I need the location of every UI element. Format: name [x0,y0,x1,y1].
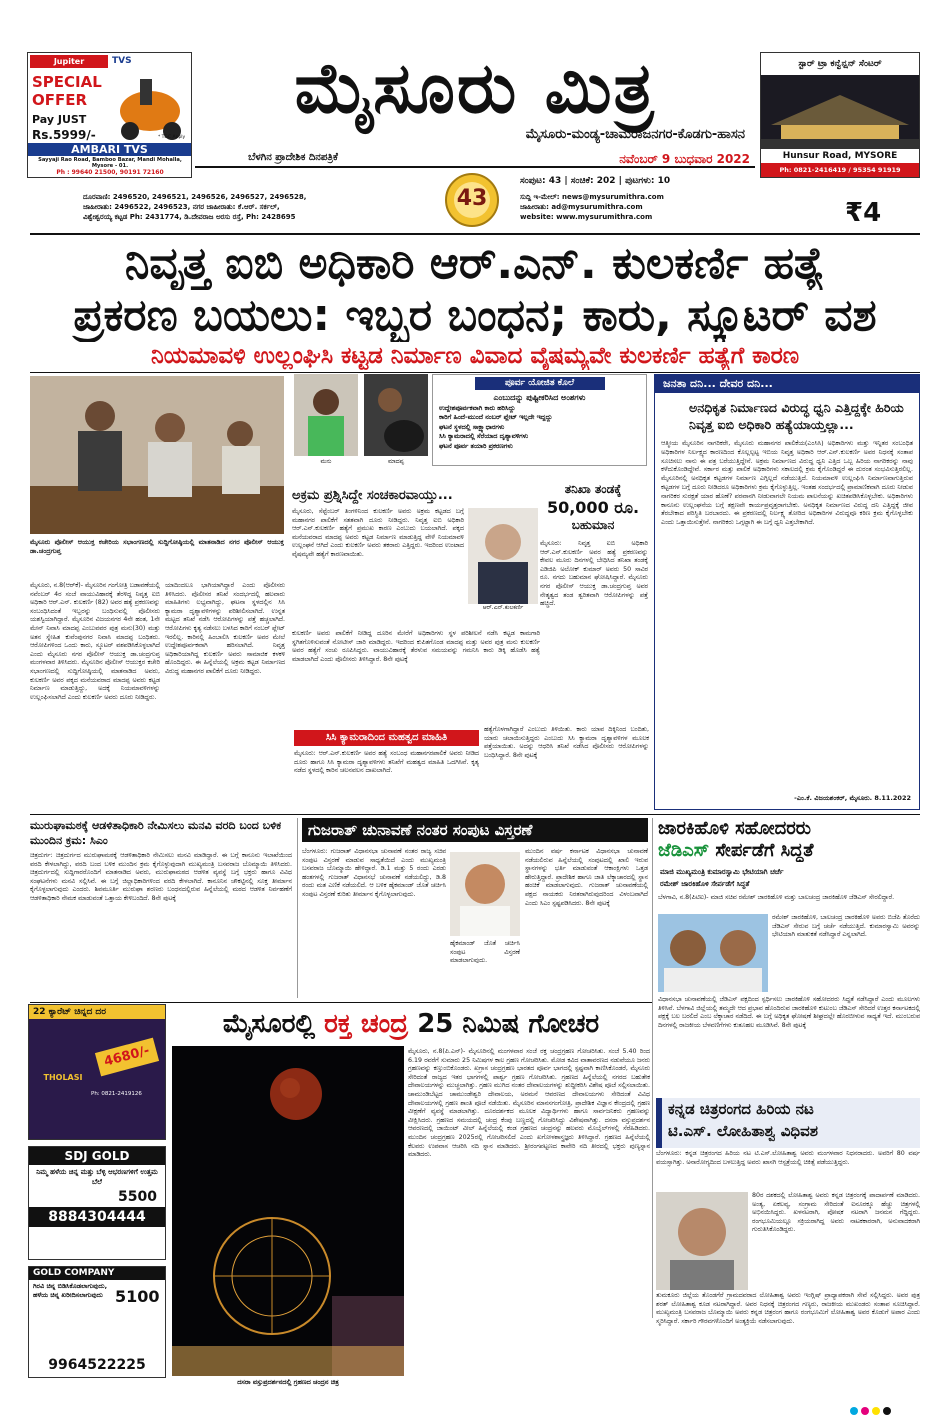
jupiter-logo: Jupiter [30,55,108,68]
sdj-phone: 8884304444 [29,1207,165,1227]
gold-company-ad[interactable] [28,1266,166,1378]
sdj-price: 5500 [118,1189,157,1205]
suspect-name-1: ಮನು [320,458,332,465]
premeditated-item: ಘಟನೆ ಪೂರ್ವ ತಯಾರಿ ಪ್ರಕರಣಗಳು [439,441,513,450]
eclipse-h3: ಚಂದ್ರ [360,1009,409,1039]
reward-heading-1: ತನಿಖಾ ತಂಡಕ್ಕೆ [564,482,622,496]
jarki-bullet-1: ಮಾಜಿ ಮುಖ್ಯಮಂತ್ರಿ ಕುಮಾರಸ್ವಾಮಿ ಭೇಟಿಯಾಗಿ ಚರ್ಚೆ [660,868,784,876]
suspect-name-2: ಮಾದಪ್ಪ [387,458,404,465]
murugha-body: ಚಿತ್ರದುರ್ಗ: ಚಿತ್ರದುರ್ಗದ ಮುರುಘಾಮಠಕ್ಕೆ ಆಡಳಿತಾಧಿಕಾರಿ ನೇಮಿಸಲು ಮನವಿ ಮಾಡಿದ್ದಾರೆ. ಈ ಬಗ್ಗೆ ಕಾನೂನು ಇಲಾಖೆಯಿಂದ ವರದಿ ಕೇಳಲಾಗಿದ್ದು, ವರದಿ ಬಂದ ಬಳಿಕ ಮುಂದಿನ ಕ್ರಮ ಕೈಗೊಳ್ಳುವುದಾಗಿ ಮುಖ್ಯಮಂತ್ರಿ ಬಸವರಾಜ ಬೊಮ್ಮಾಯಿ ತಿಳಿಸಿದರು. ಚಿತ್ರದುರ್ಗದಲ್ಲಿ ಸುದ್ದಿಗಾರರೊಂದಿಗೆ ಮಾತನಾಡಿದ ಅವರು, ಮುರುಘಾಮಠದ ಆಡಳಿತ ವ್ಯವಸ್ಥೆ ಬಗ್ಗೆ ಭಕ್ತರು ಹಾಗೂ ವಿವಿಧ ಸಂಘಟನೆಗಳು ಮನವಿ ಸಲ್ಲಿಸಿವೆ. ಈ ಬಗ್ಗೆ ಜಿಲ್ಲಾಧಿಕಾರಿಗಳಿಂದ ವರದಿ ಕೇಳಲಾಗಿದೆ. ಕಾನೂನಿನ ಚೌಕಟ್ಟಿನಲ್ಲಿ ಸೂಕ್ತ ತೀರ್ಮಾನ ಕೈಗೊಳ್ಳಲಾಗುವುದು ಎಂದರು. ಶಿವಮೂರ್ತಿ ಮುರುಘಾ ಶರಣರು ಬಂಧನದಲ್ಲಿರುವ ಹಿನ್ನೆಲೆಯಲ್ಲಿ ಮಠದ ಆಡಳಿತ ನಿರ್ವಹಣೆಗೆ ಆಡಳಿತಾಧಿಕಾರಿ ನೇಮಕ ಮಾಡುವಂತೆ ಒತ್ತಾಯ ಕೇಳಿಬಂದಿದೆ. 8ನೇ ಪುಟಕ್ಕೆ [30,852,292,902]
victim-photo [468,508,538,604]
pay-label: Pay JUST [32,113,87,126]
janata-headline: ಅನಧಿಕೃತ ನಿರ್ಮಾಣದ ವಿರುದ್ಧ ಧ್ವನಿ ಎತ್ತಿದ್ದಕ್ಕೇ ಹಿರಿಯ ನಿವೃತ್ತ ಐಬಿ ಅಧಿಕಾರಿ ಹತ್ಯೆಯಾಯ್ತಲ್ಲಾ... [655,393,919,437]
conspiracy-column-2: ಕುಲಕರ್ಣಿ ಅವರು ಪಾಲಿಕೆಗೆ ನೀಡಿದ್ದ ದೂರಿನ ಮೇರೆಗೆ ಅಧಿಕಾರಿಗಳು ಸ್ಥಳ ಪರಿಶೀಲನೆ ನಡೆಸಿ ಕಟ್ಟಡ ಕಾಮಗಾರಿ ಸ್ಥಗಿತಗೊಳಿಸುವಂತೆ ನೋಟೀಸ್ ಜಾರಿ ಮಾಡಿದ್ದರು. ಇದರಿಂದ ಕುಪಿತಗೊಂಡ ಮಾದಪ್ಪ ಮತ್ತು ಅವರ ಪುತ್ರ ಮನು ಕುಲಕರ್ಣಿ ಅವರ ಹತ್ಯೆಗೆ ಸಂಚು ರೂಪಿಸಿದ್ದರು. ವಾಯುವಿಹಾರಕ್ಕೆ ತೆರಳುವ ಸಮಯವನ್ನು ಗಮನಿಸಿ ಕಾರು ಡಿಕ್ಕಿ ಹೊಡೆಸಿ ಹತ್ಯೆ ಮಾಡಲಾಗಿದೆ ಎಂದು ಪೊಲೀಸರು ತಿಳಿಸಿದ್ದಾರೆ. 8ನೇ ಪುಟಕ್ಕೆ [292,630,540,663]
premeditated-box [432,374,647,466]
goldco-price: 5100 [115,1287,160,1306]
lohi-headline-2: ಟಿ.ಎಸ್. ಲೋಹಿತಾಶ್ವ ವಿಧಿವಶ [668,1122,818,1140]
suspect-photo-2 [364,374,428,456]
email-ad[interactable]: ಜಾಹೀರಾತು: ad@mysurumithra.com [520,203,643,211]
masthead-districts: ಮೈಸೂರು-ಮಂಡ್ಯ-ಚಾಮರಾಜನಗರ-ಕೊಡಗು-ಹಾಸನ [525,127,745,142]
gujarat-body-3: ಮುಂದಿನ ವರ್ಷ ಕರ್ನಾಟಕ ವಿಧಾನಸಭಾ ಚುನಾವಣೆ ನಡೆಯಲಿರುವ ಹಿನ್ನೆಲೆಯಲ್ಲಿ ಸಂಪುಟದಲ್ಲಿ ಖಾಲಿ ಇರುವ ಸ್ಥಾನಗಳನ್ನು ಭರ್ತಿ ಮಾಡುವಂತೆ ಆಕಾಂಕ್ಷಿಗಳು ಒತ್ತಡ ಹೇರುತ್ತಿದ್ದಾರೆ. ಪ್ರಾದೇಶಿಕ ಹಾಗೂ ಜಾತಿ ಲೆಕ್ಕಾಚಾರದಲ್ಲಿ ಸ್ಥಾನ ಹಂಚಿಕೆ ಮಾಡಲಾಗುವುದು. ಗುಜರಾತ್ ಚುನಾವಣೆಯಲ್ಲಿ ಪಕ್ಷದ ನಾಯಕರು ನಿರತರಾಗಿರುವುದರಿಂದ ವಿಳಂಬವಾಗಿದೆ ಎಂದು ಸಿಎಂ ಸ್ಪಷ್ಟಪಡಿಸಿದರು. 8ನೇ ಪುಟಕ್ಕೆ [525,848,648,907]
reward-column: ಮೈಸೂರು: ನಿವೃತ್ತ ಐಬಿ ಅಧಿಕಾರಿ ಆರ್.ಎನ್.ಕುಲಕರ್ಣಿ ಅವರ ಹತ್ಯೆ ಪ್ರಕರಣವನ್ನು ಕೇವಲ ಮೂರು ದಿನಗಳಲ್ಲಿ ಬೇಧಿಸಿದ ತನಿಖಾ ತಂಡಕ್ಕೆ ಎಡಿಜಿಪಿ ಅಲೋಕ್ ಕುಮಾರ್ ಅವರು 50 ಸಾವಿರ ರೂ. ನಗದು ಬಹುಮಾನ ಘೋಷಿಸಿದ್ದಾರೆ. ಮೈಸೂರು ನಗರ ಪೊಲೀಸ್ ಆಯುಕ್ತ ಡಾ.ಚಂದ್ರಗುಪ್ತ ಅವರ ನೇತೃತ್ವದ ತಂಡ ತ್ವರಿತವಾಗಿ ಆರೋಪಿಗಳನ್ನು ಪತ್ತೆ ಹಚ್ಚಿದೆ. [540,540,648,608]
anniversary-number: 43 [456,186,488,211]
price-label: Rs.5999/- [32,128,96,142]
jarki-headline-2 [658,840,920,862]
sdj-text: ನಿಮ್ಮ ಹಳೆಯ ಚಿನ್ನ ಮತ್ತು ಬೆಳ್ಳಿ ಆಭರಣಗಳಿಗೆ ಉತ್ತಮ ಬೆಲೆ [36,1168,158,1186]
phones-line2: ಜಾಹೀರಾತು: 2496522, 2496523, ನಗರ ಜಾಹೀರಾತು: ಕೆ.ಆರ್. ಸರ್ಕಲ್, [83,203,280,211]
startra-road: Hunsur Road, MYSORE [761,149,919,163]
sdj-gold-ad[interactable] [28,1146,166,1260]
conspiracy-column-1: ಮೈಸೂರು, ಸೆಪ್ಟೆಂಬರ್ ತಿಂಗಳಿನಿಂದ ಕುಲಕರ್ಣಿ ಅವರು ಅಕ್ರಮ ಕಟ್ಟಡದ ಬಗ್ಗೆ ಮಹಾನಗರ ಪಾಲಿಕೆಗೆ ಸತತವಾಗಿ ದೂರು ನೀಡಿದ್ದರು. ನಿವೃತ್ತ ಐಬಿ ಅಧಿಕಾರಿ ಆರ್.ಎನ್.ಕುಲಕರ್ಣಿ ಹತ್ಯೆಗೆ ಪ್ರಮುಖ ಕಾರಣ ಎಂಬುದು ಬಯಲಾಗಿದೆ. ಪಕ್ಕದ ಮನೆಯವರಾದ ಮಾದಪ್ಪ ಅವರು ಕಟ್ಟಡ ನಿರ್ಮಾಣ ಮಾಡುತ್ತಿದ್ದ ವೇಳೆ ನಿಯಮಾವಳಿ ಉಲ್ಲಂಘನೆ ಆಗಿದೆ ಎಂದು ಕುಲಕರ್ಣಿ ಅವರು ತಕರಾರು ಎತ್ತಿದ್ದರು. ಇದರಿಂದ ಉಂಟಾದ ವೈಷಮ್ಯವೇ ಹತ್ಯೆಗೆ ಕಾರಣವಾಯಿತು. [292,508,464,558]
masthead-title: ಮೈಸೂರು ಮಿತ್ರ [294,47,656,129]
dealer-name: AMBARI TVS [28,143,191,156]
suspect-photo-1 [294,374,358,456]
lead-column-2: ಯಾದಿಂದಲೂ ಭಾಗಿಯಾಗಿದ್ದಾರೆ ಎಂದು ಪೊಲೀಸರು ತಿಳಿಸಿದರು. ಪೊಲೀಸರ ತನಿಖೆ ಸಂದರ್ಭದಲ್ಲಿ ಹಲವಾರು ಮಾಹಿತಿಗಳು ಲಭ್ಯವಾಗಿದ್ದು, ಘಟನಾ ಸ್ಥಳದಲ್ಲಿನ ಸಿಸಿ ಕ್ಯಾಮರಾ ದೃಶ್ಯಾವಳಿಗಳನ್ನು ಪರಿಶೀಲಿಸಲಾಗಿದೆ. ಉನ್ನತ ಮಟ್ಟದ ತನಿಖೆ ನಡೆಸಿ ಆರೋಪಿಗಳನ್ನು ಪತ್ತೆ ಹಚ್ಚಲಾಗಿದೆ. ಆರೋಪಿಗಳು ಕೃತ್ಯ ನಡೆಸಲು ಬಳಸಿದ ಕಾರಿಗೆ ನಂಬರ್ ಪ್ಲೇಟ್ ಇರಲಿಲ್ಲ. ಕಾರಿನಲ್ಲಿ ಹಿಂಬಾಲಿಸಿ ಕುಲಕರ್ಣಿ ಅವರ ಮೇಲೆ ಉದ್ದೇಶಪೂರ್ವಕವಾಗಿ ಹರಿಸಲಾಗಿದೆ. ನಿವೃತ್ತ ಅಧಿಕಾರಿಯಾಗಿದ್ದ ಕುಲಕರ್ಣಿ ಅವರು ಸಾಮಾಜಿಕ ಕಳಕಳಿ ಹೊಂದಿದ್ದರು. ಈ ಹಿನ್ನೆಲೆಯಲ್ಲಿ ಅಕ್ರಮ ಕಟ್ಟಡ ನಿರ್ಮಾಣದ ವಿರುದ್ಧ ಮಹಾನಗರ ಪಾಲಿಕೆಗೆ ದೂರು ನೀಡಿದ್ದರು. [165,582,285,675]
jarki-body: ಬೆಳಗಾವಿ, ನ.8(ಪಿಟಿಐ)- ಮಾಜಿ ಸಚಿವ ರಮೇಶ್ ಜಾರಕಿಹೊಳಿ ಮತ್ತು ಬಾಲಚಂದ್ರ ಜಾರಕಿಹೊಳಿ ಜೆಡಿಎಸ್ ಸೇರಲಿದ್ದಾರೆ. [658,894,895,901]
jarki-photo [658,914,768,992]
lohi-headline-1: ಕನ್ನಡ ಚಿತ್ರರಂಗದ ಹಿರಿಯ ನಟ [668,1100,814,1118]
startra-phone: Ph: 0821-2416419 / 95354 91919 [761,163,919,177]
gold22-phone: Ph: 0821-2419126 [91,1091,142,1097]
price-tag: ₹4 [845,198,882,228]
premeditated-item: ಸಿಸಿ ಕ್ಯಾಮರಾದಲ್ಲಿ ಸೆರೆಯಾದ ದೃಶ್ಯಾವಳಿಗಳು [439,432,529,441]
contact-phones [83,192,428,222]
premeditated-item: ಕಾರಿಗೆ ಹಿಂದೆ-ಮುಂದೆ ನಂಬರ್ ಪ್ಲೇಟ್ ಇಲ್ಲದೇ ಇದ್ದದ್ದು [439,413,553,422]
janata-signature: -ಎಂ.ಕೆ. ವಿಜಯಶಂಕರ್, ಮೈಸೂರು. 8.11.2022 [794,794,911,802]
lead-headline-1: ನಿವೃತ್ತ ಐಬಿ ಅಧಿಕಾರಿ ಆರ್.ಎನ್. ಕುಲಕರ್ಣಿ ಹತ್ಯೆ [124,238,826,289]
dealer-address: Sayyaji Rao Road, Bamboo Bazar, Mandi Mohalla, Mysore - 01. [38,157,182,169]
gujarat-body-1: ಬೆಂಗಳೂರು: ಗುಜರಾತ್ ವಿಧಾನಸಭಾ ಚುನಾವಣೆ ನಂತರ ರಾಜ್ಯ ಸಚಿವ ಸಂಪುಟ ವಿಸ್ತರಣೆ ಮಾಡುವ ಸಾಧ್ಯತೆಯಿದೆ ಎಂದು ಮುಖ್ಯಮಂತ್ರಿ ಬಸವರಾಜ ಬೊಮ್ಮಾಯಿ ಹೇಳಿದ್ದಾರೆ. ಡಿ.1 ಮತ್ತು 5 ರಂದು ಎರಡು ಹಂತಗಳಲ್ಲಿ ಗುಜರಾತ್ ವಿಧಾನಸಭೆ ಚುನಾವಣೆ ನಡೆಯಲಿದ್ದು, ಡಿ.8 ರಂದು ಮತ ಎಣಿಕೆ ನಡೆಯಲಿದೆ. ಆ ಬಳಿಕ ಹೈಕಮಾಂಡ್ ಜೊತೆ ಚರ್ಚಿಸಿ ಸಂಪುಟ ವಿಸ್ತರಣೆ ಕುರಿತು ತೀರ್ಮಾನ ಕೈಗೊಳ್ಳಲಾಗುವುದು. [302,848,446,898]
tholasi-gold-ad[interactable] [28,1004,166,1140]
contact-emails [520,192,760,222]
scooter-image [114,69,186,141]
eclipse-headline [172,1004,650,1044]
press-meet-photo [30,376,284,534]
reward-amount: 50,000 ರೂ. [546,498,640,517]
tc-label: * T&C Apply [158,135,186,140]
jarki-body-2: ರಮೇಶ್ ಜಾರಕಿಹೊಳಿ, ಬಾಲಚಂದ್ರ ಜಾರಕಿಹೊಳಿ ಅವರು ಬಿಜೆಪಿ ತೊರೆದು ಜೆಡಿಎಸ್ ಸೇರುವ ಬಗ್ಗೆ ಚರ್ಚೆ ನಡೆಯುತ್ತಿದೆ. ಕುಮಾರಸ್ವಾಮಿ ಅವರನ್ನು ಭೇಟಿಯಾಗಿ ಮಾತುಕತೆ ನಡೆಸಿದ್ದಾರೆ ಎನ್ನಲಾಗಿದೆ. [772,914,920,939]
website[interactable]: website: www.mysurumithra.com [520,213,653,221]
tholasi-logo: THOLASI [43,1073,83,1082]
murugha-headline: ಮುರುಘಾಮಠಕ್ಕೆ ಆಡಳಿತಾಧಿಕಾರಿ ನೇಮಿಸಲು ಮನವಿ ವರದಿ ಬಂದ ಬಳಿಕ ಮುಂದಿನ ಕ್ರಮ: ಸಿಎಂ [30,819,282,847]
lead-subhead: ನಿಯಮಾವಳಿ ಉಲ್ಲಂಘಿಸಿ ಕಟ್ಟಡ ನಿರ್ಮಾಣ ವಿವಾದ ವೈಷಮ್ಯವೇ ಕುಲಕರ್ಣಿ ಹತ್ಯೆಗೆ ಕಾರಣ [150,343,800,369]
startra-title: ಸ್ಟಾರ್ ಟ್ರಾ ಕನ್ವೆನ್ಷನ್ ಸೆಂಟರ್ [761,53,919,75]
phones-line1: ದೂರವಾಣಿ: 2496520, 2496521, 2496526, 2496527, 2496528, [83,193,307,201]
goldco-text: ಗಿರವಿ ಚಿನ್ನ ಬಿಡಿಸಿಕೊಡಲಾಗುವುದು, ಹಳೆಯ ಚಿನ್ನ ಖರೀದಿಸಲಾಗುವುದು [33,1282,108,1299]
masthead-tagline: ಬೆಳಗಿನ ಪ್ರಾದೇಶಿಕ ದಿನಪತ್ರಿಕೆ [248,152,338,163]
lohi-body-side: 80ರ ದಶಕದಲ್ಲಿ ಲೋಹಿತಾಶ್ವ ಅವರು ಕನ್ನಡ ಚಿತ್ರರಂಗಕ್ಕೆ ಪಾದಾರ್ಪಣೆ ಮಾಡಿದರು. ಅಂತ್ಯ, ಏಕಲವ್ಯ, ಸಂಗ್ರಾಮ ಸೇರಿದಂತೆ ಐನೂರಕ್ಕೂ ಹೆಚ್ಚು ಚಿತ್ರಗಳಲ್ಲಿ ಅಭಿನಯಿಸಿದ್ದರು. ಖಳನಟರಾಗಿ, ಪೋಷಕ ನಟರಾಗಿ ಜನಮನ ಗೆದ್ದಿದ್ದರು. ರಂಗಭೂಮಿಯಲ್ಲೂ ಸಕ್ರಿಯರಾಗಿದ್ದ ಅವರು ನಾಟಕಕಾರರಾಗಿ, ಅನುವಾದಕರಾಗಿ ಗುರುತಿಸಿಕೊಂಡಿದ್ದರು. [752,1192,920,1234]
eclipse-h4: 25 ನಿಮಿಷ ಗೋಚರ [417,1009,600,1039]
offer-line1: SPECIAL [32,73,102,91]
phones-line3: ವಿಶ್ವೇಶ್ವರಯ್ಯ ಕಟ್ಟಡ Ph: 2431774, ಡಿ.ದೇವರಾಜ ಅರಸು ರಸ್ತೆ, Ph: 2428695 [83,213,296,221]
premeditated-item: ಉದ್ದೇಶಪೂರ್ವಕವಾಗಿ ಕಾರು ಹರಿಸಿದ್ದು [439,404,516,412]
gold22-price: 4680/- [95,1038,159,1077]
blood-moon-photo [172,1046,404,1376]
gujarat-headline: ಗುಜರಾತ್ ಚುನಾವಣೆ ನಂತರ ಸಂಪುಟ ವಿಸ್ತರಣೆ [302,818,648,842]
premeditated-item: ಘಟನೆ ಸ್ಥಳದಲ್ಲಿ ಸಾಕ್ಷ್ಯಾಧಾರಗಳು [439,422,505,431]
cctv-column-2: ಹತ್ಯೆಗೊಳಗಾಗಿದ್ದಾರೆ ಎಂಬುದು ತಿಳಿಯಿತು. ಕಾರು ಯಾವ ದಿಕ್ಕಿನಿಂದ ಬಂದಿತು, ಯಾರು ಚಲಾಯಿಸುತ್ತಿದ್ದರು ಎಂಬುದು ಸಿಸಿ ಕ್ಯಾಮರಾ ದೃಶ್ಯಾವಳಿಗಳ ಮೂಲಕ ಪತ್ತೆಯಾಯಿತು. ಅದನ್ನು ಆಧರಿಸಿ ತನಿಖೆ ನಡೆಸಿದ ಪೊಲೀಸರು ಆರೋಪಿಗಳನ್ನು ಬಂಧಿಸಿದ್ದಾರೆ. 8ನೇ ಪುಟಕ್ಕೆ [484,726,649,759]
cctv-headline: ಸಿಸಿ ಕ್ಯಾಮರಾದಿಂದ ಮಹತ್ವದ ಮಾಹಿತಿ [294,730,479,746]
conspiracy-headline: ಅಕ್ರಮ ಪ್ರಶ್ನಿಸಿದ್ದೇ ಸಂಚಕಾರವಾಯ್ತು... [292,488,453,503]
premeditated-subtitle: ಎಂಬುದನ್ನು ಪುಷ್ಟೀಕರಿಸಿದ ಅಂಶಗಳು [493,393,586,402]
lead-column-1: ಮೈಸೂರು, ನ.8(ಆರ್‌ಕೆ)- ಮೈಸೂರಿನ ಗಂಗೋತ್ರಿ ಬಡಾವಣೆಯಲ್ಲಿ ನವೆಂಬರ್ 4ರ ಸಂಜೆ ವಾಯುವಿಹಾರಕ್ಕೆ ತೆರಳಿದ್ದ ನಿವೃತ್ತ ಐಬಿ ಅಧಿಕಾರಿ ಆರ್.ಎನ್. ಕುಲಕರ್ಣಿ (82) ಅವರ ಹತ್ಯೆ ಪ್ರಕರಣವನ್ನು ಸಂಬಂಧಿಸಿದಂತೆ ಇಬ್ಬರನ್ನು ಬಂಧಿಸುವಲ್ಲಿ ಪೊಲೀಸರು ಯಶಸ್ವಿಯಾಗಿದ್ದಾರೆ. ಮೈಸೂರಿನ ವಿಜಯನಗರ 4ನೇ ಹಂತ, 1ನೇ ಮೇನ್ ನಿವಾಸಿ ಮಾದಪ್ಪ ಎಂಬುವವರ ಪುತ್ರ ಮನು(30) ಮತ್ತು ಅತನ ಸ್ನೇಹಿತ ಕುವೆಂಪುನಗರ ನಿವಾಸಿ ಮಾದಪ್ಪ ಬಂಧಿತರು. ಆರೋಪಿಗಳಿಂದ ಒಂದು ಕಾರು, ಸ್ಕೂಟರ್ ವಶಪಡಿಸಿಕೊಳ್ಳಲಾಗಿದೆ ಎಂದು ಮೈಸೂರು ನಗರ ಪೊಲೀಸ್ ಆಯುಕ್ತ ಡಾ.ಚಂದ್ರಗುಪ್ತ ಮಂಗಳವಾರ ತಿಳಿಸಿದರು. ಮೈಸೂರಿನ ಪೊಲೀಸ್ ಆಯುಕ್ತರ ಕಚೇರಿ ಸಭಾಂಗಣದಲ್ಲಿ ಸುದ್ದಿಗೋಷ್ಠಿಯಲ್ಲಿ ಮಾತನಾಡಿದ ಅವರು, ಕುಲಕರ್ಣಿ ಅವರ ಪಕ್ಕದ ಮನೆಯವರಾದ ಮಾದಪ್ಪ ಅವರು ಕಟ್ಟಡ ನಿರ್ಮಾಣ ಮಾಡುತ್ತಿದ್ದು, ಅದಕ್ಕೆ ನಿಯಮಾವಳಿಗಳನ್ನು ಉಲ್ಲಂಘಿಸಲಾಗಿದೆ ಎಂದು ಕುಲಕರ್ಣಿ ಅವರು ದೂರು ನೀಡಿದ್ದರು. [30,582,160,701]
offer-line2: OFFER [32,91,88,109]
jarki-headline-1: ಜಾರಕಿಹೊಳಿ ಸಹೋದರರು [658,818,811,839]
victim-caption: ಆರ್.ಎನ್.ಕುಲಕರ್ಣಿ [482,604,524,611]
premeditated-list [433,403,646,452]
cm-photo [450,852,520,936]
janata-label: ಜನತಾ ದನಿ... ದೇವರ ದನಿ... [655,375,919,393]
gold22-title: 22 ಕ್ಯಾರೆಟ್ ಚಿನ್ನದ ದರ [29,1005,165,1019]
sdj-title: SDJ GOLD [29,1147,165,1165]
tvs-ad[interactable] [27,52,192,178]
premeditated-title: ಪೂರ್ವ ಯೋಜಿತ ಕೊಲೆ [475,377,605,390]
cctv-column: ಮೈಸೂರು: ಆರ್.ಎನ್.ಕುಲಕರ್ಣಿ ಅವರ ಹತ್ಯೆ ಸಂಬಂಧ ಮಹಾನಗರಪಾಲಿಕೆ ಅವರು ನೀಡಿದ ದೂರು ಹಾಗೂ ಸಿಸಿ ಕ್ಯಾಮರಾ ದೃಶ್ಯಾವಳಿಗಳು ತನಿಖೆಗೆ ಮಹತ್ವದ ಮಾಹಿತಿ ಒದಗಿಸಿವೆ. ಕೃತ್ಯ ನಡೆದ ಸ್ಥಳದಲ್ಲಿ ಕಾರಿನ ಚಲನವಲನ ದಾಖಲಾಗಿದೆ. [294,750,479,775]
goldco-title: GOLD COMPANY [29,1267,165,1280]
lohithaswa-photo [656,1192,748,1290]
convention-building-image [761,75,919,149]
janata-body: ಆತ್ಮೀಯ ಮೈಸೂರಿನ ನಾಗರಿಕರೇ, ಮೈಸೂರು ಮಹಾನಗರ ಪಾಲಿಕೆಯ(ಎಂಸಿಸಿ) ಅಧಿಕಾರಿಗಳು ಮತ್ತು ಇನ್ನಿತರ ಸಂಬಂಧಿತ ಅಧಿಕಾರಿಗಳ ನಿರ್ಲಕ್ಷ್ಯದ ಕಾರಣದಿಂದ ಕೊಲ್ಲಲ್ಪಟ್ಟ ಇಬಿಯ ನಿವೃತ್ತ ಅಧಿಕಾರಿ ಆರ್.ಎನ್.ಕುಲಕರ್ಣಿ ಅವರ ನಿಧನಕ್ಕೆ ಸಂತಾಪ ಸೂಚಿಸಲು ನಾನು ಈ ಪತ್ರ ಬರೆಯುತ್ತಿದ್ದೇನೆ. ಅಕ್ರಮ ನಿರ್ಮಾಣದ ವಿರುದ್ಧ ಧ್ವನಿ ಎತ್ತಿದ ಒಬ್ಬ ಹಿರಿಯ ನಾಗರಿಕರನ್ನು ನಾವು ಕಳೆದುಕೊಂಡಿದ್ದೇವೆ. ಸರ್ಕಾರ ಮತ್ತು ಪಾಲಿಕೆ ಅಧಿಕಾರಿಗಳು ಸಕಾಲದಲ್ಲಿ ಕ್ರಮ ಕೈಗೊಂಡಿದ್ದರೆ ಈ ದುರಂತ ಸಂಭವಿಸುತ್ತಿರಲಿಲ್ಲ. ಮೈಸೂರಿನಲ್ಲಿ ಅನಧಿಕೃತ ಕಟ್ಟಡಗಳ ನಿರ್ಮಾಣ ಎಗ್ಗಿಲ್ಲದೆ ನಡೆಯುತ್ತಿದೆ. ನಿಯಮಾವಳಿ ಉಲ್ಲಂಘಿಸಿ ನಿರ್ಮಾಣವಾಗುತ್ತಿರುವ ಕಟ್ಟಡಗಳ ಬಗ್ಗೆ ದೂರು ನೀಡಿದರೂ ಅಧಿಕಾರಿಗಳು ಕ್ರಮ ಕೈಗೊಳ್ಳುತ್ತಿಲ್ಲ. ಇಂತಹ ಸಂದರ್ಭದಲ್ಲಿ ಪ್ರಾಮಾಣಿಕವಾಗಿ ದೂರು ನೀಡುವ ನಾಗರಿಕರ ಸುರಕ್ಷತೆ ಯಾರ ಹೊಣೆ? ಪರವಾನಗಿ ನೀಡುವಾಗಲೇ ನಿಯಮ ಪಾಲನೆಯನ್ನು ಖಚಿತಪಡಿಸಿಕೊಳ್ಳಬೇಕು. ಅಧಿಕಾರಿಗಳು ಕಾನೂನು ಉಲ್ಲಂಘನೆಯ ಬಗ್ಗೆ ತಕ್ಷಣವೇ ಕಾರ್ಯಪ್ರವೃತ್ತರಾಗಬೇಕು. ಅನಧಿಕೃತ ನಿರ್ಮಾಣದ ವಿರುದ್ಧ ದನಿ ಎತ್ತಿದ್ದಕ್ಕೆ ಜೀವ ತೆರಬೇಕಾದ ಪರಿಸ್ಥಿತಿ ಬರಬಾರದು. ಈ ಪ್ರಕರಣದಲ್ಲಿ ನಿರ್ಲಕ್ಷ್ಯ ತೋರಿದ ಅಧಿಕಾರಿಗಳ ವಿರುದ್ಧವೂ ಕಠಿಣ ಕ್ರಮ ಕೈಗೊಳ್ಳಬೇಕು ಎಂದು ಒತ್ತಾಯಿಸುತ್ತೇನೆ. ನಾಗರಿಕರು ಒಗ್ಗಟ್ಟಾಗಿ ಈ ಬಗ್ಗೆ ಧ್ವನಿ ಎತ್ತಬೇಕಾಗಿದೆ. [661,439,913,527]
eclipse-h1: ಮೈಸೂರಲ್ಲಿ [222,1009,316,1039]
lohi-body-top: ಬೆಂಗಳೂರು: ಕನ್ನಡ ಚಿತ್ರರಂಗದ ಹಿರಿಯ ನಟ ಟಿ.ಎಸ್.ಲೋಹಿತಾಶ್ವ ಅವರು ಮಂಗಳವಾರ ನಿಧನರಾದರು. ಅವರಿಗೆ 80 ವರ್ಷ ವಯಸ್ಸಾಗಿತ್ತು. ಅನಾರೋಗ್ಯದಿಂದ ಬಳಲುತ್ತಿದ್ದ ಅವರು ಖಾಸಗಿ ಆಸ್ಪತ್ರೆಯಲ್ಲಿ ಚಿಕಿತ್ಸೆ ಪಡೆಯುತ್ತಿದ್ದರು. [656,1150,920,1166]
reward-heading-2: ಬಹುಮಾನ [571,518,615,532]
lead-headline-2: ಪ್ರಕರಣ ಬಯಲು: ಇಬ್ಬರ ಬಂಧನ; ಕಾರು, ಸ್ಕೂಟರ್ ವಶ [73,290,877,341]
color-registration-marks [850,1400,920,1410]
goldco-phone: 9964522225 [48,1357,146,1373]
jarki-body-3: ವಿಧಾನಸಭಾ ಚುನಾವಣೆಯಲ್ಲಿ ಜೆಡಿಎಸ್ ಪಕ್ಷದಿಂದ ಸ್ಪರ್ಧಿಸಲು ಜಾರಕಿಹೊಳಿ ಸಹೋದರರು ಸಿದ್ಧತೆ ನಡೆಸಿದ್ದಾರೆ ಎಂದು ಮೂಲಗಳು ತಿಳಿಸಿವೆ. ಬೆಳಗಾವಿ ಜಿಲ್ಲೆಯಲ್ಲಿ ತಮ್ಮದೇ ಆದ ಪ್ರಭಾವ ಹೊಂದಿರುವ ಜಾರಕಿಹೊಳಿ ಕುಟುಂಬ ಜೆಡಿಎಸ್ ಸೇರಿದರೆ ಉತ್ತರ ಕರ್ನಾಟಕದಲ್ಲಿ ಪಕ್ಷಕ್ಕೆ ಬಲ ಬರಲಿದೆ ಎಂಬ ಲೆಕ್ಕಾಚಾರ ನಡೆದಿದೆ. ಈ ಬಗ್ಗೆ ಅಧಿಕೃತ ಘೋಷಣೆ ಶೀಘ್ರದಲ್ಲೇ ಹೊರಬೀಳುವ ಸಾಧ್ಯತೆ ಇದೆ. ಮುಂಬರುವ ದಿನಗಳಲ್ಲಿ ರಾಜಕೀಯ ಬೆಳವಣಿಗೆಗಳು ಕುತೂಹಲ ಮೂಡಿಸಿವೆ. 8ನೇ ಪುಟಕ್ಕೆ [658,996,920,1029]
email-news[interactable]: ಸುದ್ದಿ ಇ-ಮೇಲ್: news@mysurumithra.com [520,193,664,201]
lohi-body-bottom: ತುಮಕೂರು ಜಿಲ್ಲೆಯ ತೊಂಡಗೆರೆ ಗ್ರಾಮದವರಾದ ಲೋಹಿತಾಶ್ವ ಅವರು ಇಂಗ್ಲಿಷ್ ಪ್ರಾಧ್ಯಾಪಕರಾಗಿ ಸೇವೆ ಸಲ್ಲಿಸಿದ್ದರು. ಅವರ ಪುತ್ರ ಶರತ್ ಲೋಹಿತಾಶ್ವ ಕೂಡ ನಟರಾಗಿದ್ದಾರೆ. ಅವರ ನಿಧನಕ್ಕೆ ಚಿತ್ರರಂಗದ ಗಣ್ಯರು, ರಾಜಕೀಯ ಮುಖಂಡರು ಸಂತಾಪ ಸೂಚಿಸಿದ್ದಾರೆ. ಮುಖ್ಯಮಂತ್ರಿ ಬಸವರಾಜ ಬೊಮ್ಮಾಯಿ ಅವರು ಕನ್ನಡ ಚಿತ್ರರಂಗ ಹಾಗೂ ರಂಗಭೂಮಿಗೆ ಲೋಹಿತಾಶ್ವ ಅವರ ಕೊಡುಗೆ ಅಪಾರ ಎಂದು ಸ್ಮರಿಸಿದ್ದಾರೆ. ಸರ್ಕಾರಿ ಗೌರವಗಳೊಂದಿಗೆ ಅಂತ್ಯಕ್ರಿಯೆ ನಡೆಸಲಾಗುವುದು. [656,1292,920,1325]
anniversary-emblem [434,164,510,230]
eclipse-h2: ರಕ್ತ [324,1009,352,1039]
jarki-headline-rest: ಸೇರ್ಪಡೆಗೆ ಸಿದ್ಧತೆ [709,840,814,861]
dealer-phone: Ph : 99640 21500, 90191 72160 [56,169,164,176]
gujarat-body-2: ಹೈಕಮಾಂಡ್ ಜೊತೆ ಚರ್ಚಿಸಿ ಸಂಪುಟ ವಿಸ್ತರಣೆ ಮಾಡಲಾಗುವುದು. [450,940,520,965]
janata-box [654,374,920,810]
eclipse-body: ಮೈಸೂರು, ನ.8(ಪಿ.ಎನ್)- ಮೈಸೂರಿನಲ್ಲಿ ಮಂಗಳವಾರ ಸಂಜೆ ರಕ್ತ ಚಂದ್ರಗ್ರಹಣ ಗೋಚರಿಸಿತು. ಸಂಜೆ 5.40 ರಿಂದ 6.19 ರವರೆಗೆ ಸುಮಾರು 25 ನಿಮಿಷಗಳ ಕಾಲ ಗ್ರಹಣ ಗೋಚರಿಸಿತು. ಮೋಡ ಕವಿದ ವಾತಾವರಣದ ನಡುವೆಯೂ ಜನರು ಗ್ರಹಣವನ್ನು ಕಣ್ತುಂಬಿಕೊಂಡರು. ಖಗ್ರಾಸ ಚಂದ್ರಗ್ರಹಣ ಭಾರತದ ಪೂರ್ವ ಭಾಗದಲ್ಲಿ ಸ್ಪಷ್ಟವಾಗಿ ಕಾಣಿಸಿಕೊಂಡರೆ, ಮೈಸೂರು ಸೇರಿದಂತೆ ರಾಜ್ಯದ ಇತರ ಭಾಗಗಳಲ್ಲಿ ಪಾರ್ಶ್ವ ಗ್ರಹಣ ಗೋಚರಿಸಿತು. ಗ್ರಹಣದ ಹಿನ್ನೆಲೆಯಲ್ಲಿ ನಗರದ ಬಹುತೇಕ ದೇವಾಲಯಗಳನ್ನು ಮುಚ್ಚಲಾಗಿತ್ತು. ಗ್ರಹಣ ಮುಗಿದ ನಂತರ ದೇವಾಲಯಗಳನ್ನು ಶುದ್ಧೀಕರಿಸಿ ವಿಶೇಷ ಪೂಜೆ ಸಲ್ಲಿಸಲಾಯಿತು. ಚಾಮುಂಡಿಬೆಟ್ಟದ ಚಾಮುಂಡೇಶ್ವರಿ ದೇವಾಲಯ, ಅರಮನೆ ಆವರಣದ ದೇವಾಲಯಗಳು ಸೇರಿದಂತೆ ವಿವಿಧ ದೇವಾಲಯಗಳಲ್ಲಿ ಗ್ರಹಣ ಶಾಂತಿ ಪೂಜೆ ನಡೆಯಿತು. ಮೈಸೂರಿನ ಮಾನಸಗಂಗೋತ್ರಿ, ಪ್ರಾದೇಶಿಕ ವಿಜ್ಞಾನ ಕೇಂದ್ರದಲ್ಲಿ ಗ್ರಹಣ ವೀಕ್ಷಣೆಗೆ ವ್ಯವಸ್ಥೆ ಮಾಡಲಾಗಿತ್ತು. ದೂರದರ್ಶಕದ ಮೂಲಕ ವಿದ್ಯಾರ್ಥಿಗಳು ಹಾಗೂ ಸಾರ್ವಜನಿಕರು ಗ್ರಹಣವನ್ನು ವೀಕ್ಷಿಸಿದರು. ಗ್ರಹಣದ ಸಮಯದಲ್ಲಿ ಚಂದ್ರ ಕೆಂಪು ಬಣ್ಣದಲ್ಲಿ ಗೋಚರಿಸಿದ್ದು ವಿಶೇಷವಾಗಿತ್ತು. ದಸರಾ ವಸ್ತುಪ್ರದರ್ಶನ ಆವರಣದಲ್ಲಿ ಜಾಯಿಂಟ್ ವೀಲ್ ಹಿನ್ನೆಲೆಯಲ್ಲಿ ಕಂಡ ಗ್ರಹಣದ ಚಂದ್ರನನ್ನು ಹಲವರು ಮೊಬೈಲ್‌ಗಳಲ್ಲಿ ಸೆರೆಹಿಡಿದರು. ಮುಂದಿನ ಚಂದ್ರಗ್ರಹಣ 2025ರಲ್ಲಿ ಗೋಚರಿಸಲಿದೆ ಎಂದು ಖಗೋಳಶಾಸ್ತ್ರಜ್ಞರು ತಿಳಿಸಿದ್ದಾರೆ. ಗ್ರಹಣದ ಹಿನ್ನೆಲೆಯಲ್ಲಿ ಕೆಲವರು ಉಪವಾಸ ಆಚರಿಸಿ ನದಿ ಸ್ನಾನ ಮಾಡಿದರು. ಶ್ರೀರಂಗಪಟ್ಟಣದ ಕಾವೇರಿ ನದಿ ತೀರದಲ್ಲಿ ಭಕ್ತರು ಪುಣ್ಯಸ್ನಾನ ಮಾಡಿದರು. [408,1048,650,1159]
masthead-date: ನವೆಂಬರ್ 9 ಬುಧವಾರ 2022 [619,152,750,166]
jds-label: ಜೆಡಿಎಸ್ [658,840,710,861]
press-meet-caption: ಮೈಸೂರು ಪೊಲೀಸ್ ಆಯುಕ್ತ ಕಚೇರಿಯ ಸಭಾಂಗಣದಲ್ಲಿ ಸುದ್ದಿಗೋಷ್ಠಿಯಲ್ಲಿ ಮಾತನಾಡಿದ ನಗರ ಪೊಲೀಸ್ ಆಯುಕ್ತ ಡಾ.ಚಂದ್ರಗುಪ್ತ [30,538,284,555]
jarki-bullet-2: ರಮೇಶ್ ಜಾರಕಿಹೊಳಿ ಸೇರ್ಪಡೆಗೆ ಸಿದ್ಧತೆ [660,880,750,888]
lohi-header-box [656,1098,920,1148]
tvs-logo: TVS [112,56,132,66]
issue-info: ಸಂಪುಟ: 43 | ಸಂಚಿಕೆ: 202 | ಪುಟಗಳು: 10 [520,176,671,186]
startra-ad[interactable] [760,52,920,178]
eclipse-caption: ದಸರಾ ವಸ್ತುಪ್ರದರ್ಶನದಲ್ಲಿ ಗ್ರಹಣದ ಚಂದ್ರನ ಚಿತ್ರ [237,1378,339,1386]
